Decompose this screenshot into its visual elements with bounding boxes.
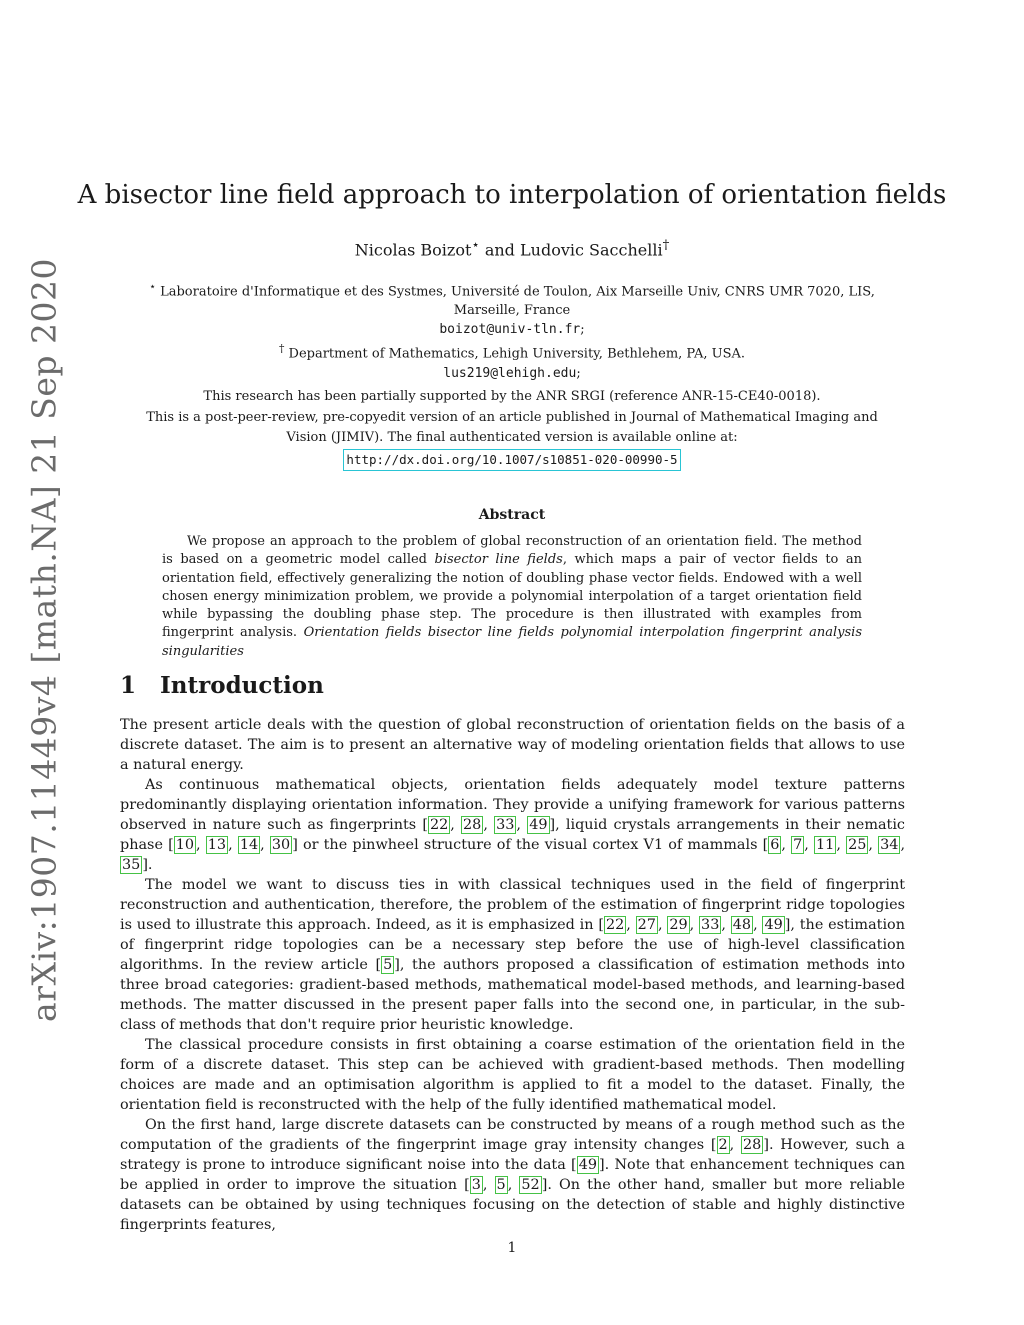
citation-group-gradients: 2 , 28 (718, 1137, 762, 1153)
citation-link[interactable]: 5 (496, 1177, 506, 1193)
p3-text-c: ], the authors proposed a classification of estimation methods into three broad categories: gradient-based methods, mathematical model-based methods, and learning-based methods. The matter discussed in the present paper falls into the second one, in particular, in the sub-class of methods that don't require prior heuristic knowledge. (120, 957, 906, 1033)
citation-link[interactable]: 33 (496, 817, 515, 833)
abstract-term: bisector line fields (434, 552, 563, 568)
email-1[interactable]: boizot@univ-tln.fr (439, 322, 581, 338)
p5-text-d: ]. On the other hand, smaller but more reliable datasets can be obtained by using techniques focusing on the detection of stable and highly distinctive fingerprints features, (120, 1177, 906, 1233)
citation-link[interactable]: 48 (732, 917, 752, 933)
affiliation-1 (120, 277, 904, 383)
abstract-text-b: , which maps a pair of vector fields to an orientation field, effectively generalizing the notion of doubling phase vector fields. Endowed with a well chosen energy minimization problem, we provide a polynomial interpolation of a target orientation field while bypassing the doubling phase step. The procedure is then illustrated with examples from fingerprint analysis. (162, 552, 862, 641)
citation-group-visual-cortex: 6 , 7 , 11 , 25 , 34 , 35 (122, 837, 906, 873)
paragraph-4: The classical procedure consists in first obtaining a coarse estimation of the orientation field in the form of a discrete dataset. This step can be achieved with gradient-based methods. Then modelling choices are made and an optimisation algorithm is applied to fit a model to the dataset. Finally, the orientation field is reconstructed with the help of the fully identified mathematical model. (120, 1037, 905, 1113)
citation-link[interactable]: 49 (764, 917, 783, 933)
p2-text-b: ], liquid crystals arrangements in their nematic phase [ (120, 817, 905, 853)
email-1-sep: ; (580, 322, 585, 338)
citation-link[interactable]: 14 (239, 837, 259, 853)
citation-link[interactable]: 3 (471, 1177, 481, 1193)
section-number: 1 (120, 672, 137, 699)
doi-link[interactable]: http://dx.doi.org/10.1007/s10851-020-00990-5 (343, 449, 680, 472)
email-2[interactable]: lus219@lehigh.edu (443, 365, 577, 381)
citation-link[interactable]: 49 (578, 1157, 597, 1173)
citation-link[interactable]: 28 (463, 817, 482, 833)
aff1-line1: Laboratoire d'Informatique et des Systmes, Université de Toulon, Aix Marseille Univ, CNRS UMR 7020, LIS, (160, 284, 875, 300)
citation-link[interactable]: 27 (637, 917, 656, 933)
citation-group-emphasized: 22 , 27 , 29 , 33 , 48 , 49 (605, 917, 783, 933)
email-2-sep: ; (576, 365, 581, 381)
citation-link[interactable]: 25 (848, 837, 867, 853)
abstract-keywords: Orientation fields bisector line fields polynomial interpolation fingerprint analysis singularities (162, 625, 862, 659)
citation-link[interactable]: 29 (669, 917, 688, 933)
author-conjunction: and (479, 240, 521, 260)
citation-link[interactable]: 30 (271, 837, 291, 853)
version-note-2: Vision (JIMIV). The final authenticated version is available online at: (286, 430, 738, 445)
citation-link[interactable]: 22 (605, 917, 625, 933)
aff2-text: Department of Mathematics, Lehigh University, Bethlehem, PA, USA. (288, 346, 746, 362)
p5-text-c: ]. Note that enhancement techniques can be applied in order to improve the situation [ (120, 1157, 906, 1193)
author-1: Nicolas Boizot (354, 240, 472, 260)
citation-group-fingerprints: 22 , 28 , 33 , 49 (429, 817, 548, 833)
page-number: 1 (507, 1240, 517, 1256)
citation-link[interactable]: 13 (207, 837, 227, 853)
support-note: This research has been partially supported by the ANR SRGI (reference ANR-15-CE40-0018). (203, 389, 821, 404)
version-note-1: This is a post-peer-review, pre-copyedit version of an article published in Journal of Mathematical Imaging and (146, 409, 878, 425)
section-heading (120, 672, 324, 699)
author-line (0, 238, 1024, 259)
citation-link[interactable]: 49 (529, 817, 548, 833)
p2-text-c: ] or the pinwheel structure of the visual cortex V1 of mammals [ (292, 837, 769, 853)
author-1-mark: ⋆ (471, 238, 480, 253)
p3-text-a: The model we want to discuss ties in with classical techniques used in the field of fingerprint reconstruction and authentication, therefore, the problem of the estimation of fingerprint ridge topologies is used to illustrate this approach. Indeed, as it is emphasized in [ (120, 877, 905, 933)
paragraph-3 (120, 875, 905, 1035)
abstract-text-a: We propose an approach to the problem of global reconstruction of an orientation field. The method is based on a geometric model called (162, 534, 862, 568)
arxiv-side-stamp: arXiv:1907.11449v4 [math.NA] 21 Sep 2020 (24, 258, 64, 1022)
citation-link[interactable]: 2 (718, 1137, 728, 1153)
citation-link[interactable]: 22 (429, 817, 449, 833)
paper-title: A bisector line field approach to interpolation of orientation fields (77, 180, 947, 210)
citation-link[interactable]: 10 (175, 837, 195, 853)
paragraph-2 (120, 775, 905, 875)
abstract-heading: Abstract (478, 507, 546, 523)
intro-body (120, 715, 905, 1235)
p3-text-b: ], the estimation of fingerprint ridge topologies can be a necessary step before the use of high-level classification algorithms. In the review article [ (120, 917, 905, 973)
aff2-mark: † (278, 342, 285, 356)
p5-text-a: On the first hand, large discrete datasets can be constructed by means of a rough method such as the computation of the gradients of the fingerprint image gray intensity changes [ (120, 1117, 905, 1153)
citation-link[interactable]: 6 (770, 837, 780, 853)
citation-link[interactable]: 5 (383, 957, 393, 973)
funding-notes (120, 387, 904, 471)
paragraph-5 (120, 1115, 905, 1235)
citation-link[interactable]: 52 (521, 1177, 540, 1193)
abstract-body (162, 533, 862, 661)
citation-link[interactable]: 33 (701, 917, 720, 933)
p2-text-a: As continuous mathematical objects, orientation fields adequately model texture patterns predominantly displaying orientation information. They provide a unifying framework for various patterns observed in nature such as fingerprints [ (120, 777, 905, 833)
author-2-mark: † (662, 238, 670, 253)
citation-group-noise (577, 1156, 599, 1174)
p2-text-d: ]. (142, 857, 153, 873)
citation-group-liquid-crystals: 10 , 13 , 14 , 30 (175, 837, 291, 853)
citation-group-enhancement: 3 , 5 , 52 (471, 1177, 540, 1193)
citation-group-review (381, 956, 394, 974)
aff1-line2: Marseille, France (453, 303, 571, 319)
citation-link[interactable]: 7 (793, 837, 803, 853)
citation-link[interactable]: 28 (743, 1137, 762, 1153)
author-2: Ludovic Sacchelli (520, 240, 663, 260)
paragraph-1: The present article deals with the question of global reconstruction of orientation fields on the basis of a discrete dataset. The aim is to present an alternative way of modeling orientation fields that allows to use a natural energy. (120, 717, 905, 773)
citation-link[interactable]: 35 (122, 857, 141, 873)
p5-text-b: ]. However, such a strategy is prone to introduce significant noise into the data [ (120, 1137, 905, 1173)
citation-link[interactable]: 11 (816, 837, 835, 853)
section-title: Introduction (160, 672, 324, 699)
citation-link[interactable]: 34 (880, 837, 899, 853)
aff1-mark: ⋆ (149, 280, 156, 293)
